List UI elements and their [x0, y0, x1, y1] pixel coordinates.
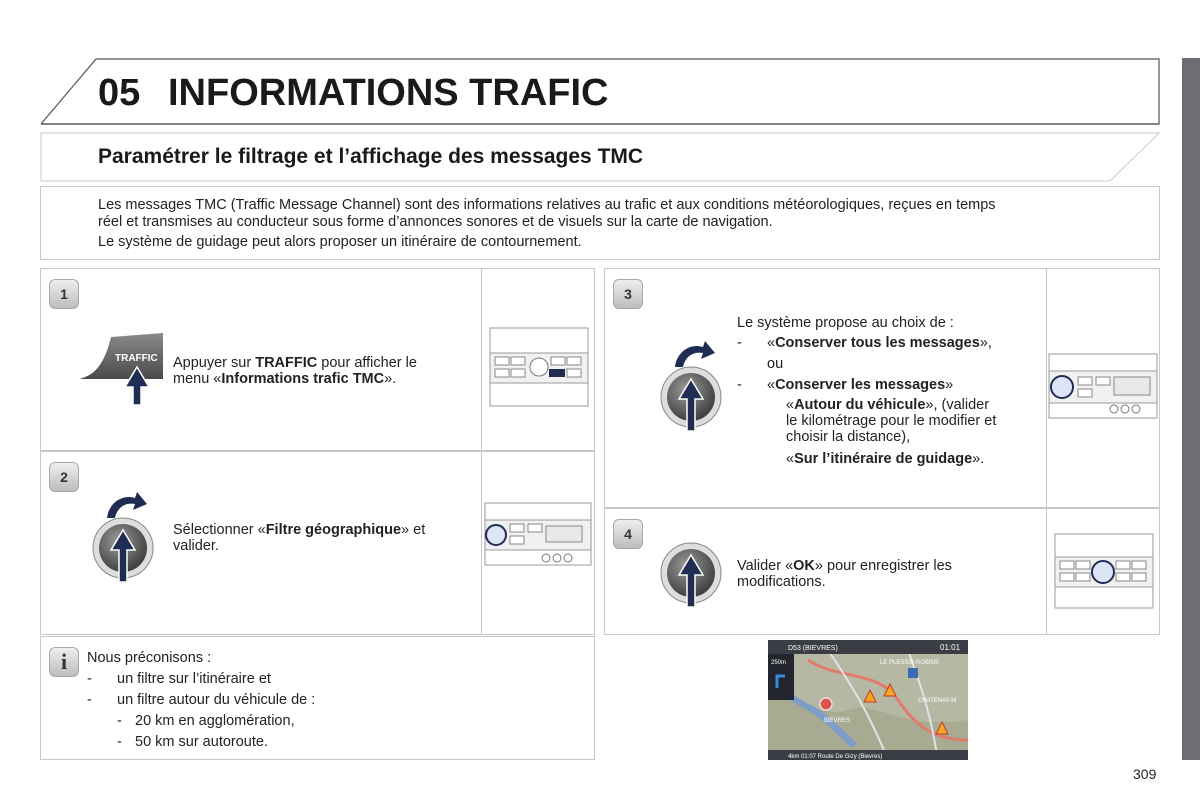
step-1-text: Appuyer sur TRAFFIC pour afficher le menu «Informations trafic TMC». — [173, 355, 417, 387]
step-2-panel — [40, 451, 595, 635]
step-1-panel — [40, 268, 595, 451]
section-header — [40, 132, 1160, 182]
info-dash-2: - — [87, 692, 92, 708]
map-road-label: D53 (BIEVRES) — [788, 645, 838, 652]
step-3-sub-option-2: «Sur l’itinéraire de guidage». — [786, 451, 985, 467]
recommendation-box — [40, 636, 595, 760]
map-status-bar: 4km 01:07 Route De Gizy (Bievres) — [788, 754, 883, 760]
info-dash-4: - — [117, 734, 122, 750]
step-3-panel — [604, 268, 1160, 508]
step-3-dash-2: - — [737, 377, 742, 393]
step-4-number: 4 — [613, 519, 643, 549]
step-3-option-2: «Conserver les messages» — [767, 377, 954, 393]
chapter-side-tab — [1182, 58, 1200, 760]
chapter-title: INFORMATIONS TRAFIC — [168, 72, 609, 114]
console-illustration-knob — [484, 502, 592, 566]
step-2-number: 2 — [49, 462, 79, 492]
info-line-4: 50 km sur autoroute. — [135, 734, 268, 750]
intro-line-2: réel et transmises au conducteur sous forme d’annonces sonores et de visuels sur la carte de navigation. — [98, 214, 773, 230]
step-4-panel — [604, 508, 1160, 635]
console-illustration-traffic — [489, 327, 589, 407]
ok-knob-icon — [659, 533, 729, 609]
info-line-3: 20 km en agglomération, — [135, 713, 295, 729]
chapter-number: 05 — [98, 72, 141, 114]
map-scale: 250m — [771, 660, 787, 666]
step-4-text: Valider «OK» pour enregistrer les modifications. — [737, 558, 952, 590]
intro-line-3: Le système de guidage peut alors proposer un itinéraire de contournement. — [98, 234, 582, 250]
console-illustration-ok — [1054, 533, 1154, 609]
info-title: Nous préconisons : — [87, 650, 212, 666]
step-2-text: Sélectionner «Filtre géographique» et valider. — [173, 522, 426, 554]
info-dash-1: - — [87, 671, 92, 687]
step-3-or: ou — [767, 356, 784, 372]
rotary-knob-icon — [91, 490, 161, 586]
step-3-number: 3 — [613, 279, 643, 309]
section-title: Paramétrer le filtrage et l’affichage des messages TMC — [98, 145, 644, 168]
info-line-2: un filtre autour du véhicule de : — [117, 692, 316, 708]
map-canvas — [768, 640, 968, 760]
traffic-button-label: TRAFFIC — [115, 353, 158, 364]
step-3-option-1: «Conserver tous les messages», — [767, 335, 992, 351]
info-icon: i — [49, 647, 79, 677]
rotary-knob-icon-2 — [659, 339, 729, 435]
traffic-button-icon — [77, 331, 167, 407]
info-line-1: un filtre sur l’itinéraire et — [117, 671, 271, 687]
intro-box — [40, 186, 1160, 260]
map-place-3: BIEVRES — [824, 718, 851, 724]
chapter-header — [40, 58, 1160, 126]
step-3-intro: Le système propose au choix de : — [737, 315, 954, 331]
intro-line-1: Les messages TMC (Traffic Message Channel) sont des informations relatives au trafic et aux conditions météorologiques, reçues en temps — [98, 197, 996, 213]
info-dash-3: - — [117, 713, 122, 729]
page-number: 309 — [1133, 766, 1157, 782]
map-clock: 01:01 — [940, 643, 961, 652]
console-illustration-knob-2 — [1048, 353, 1158, 419]
map-place-1: LE PLESSIS-ROBINS — [880, 660, 940, 666]
navigation-map-screenshot — [768, 640, 968, 760]
step-3-sub-option-1: «Autour du véhicule», (valider le kilométrage pour le modifier et choisir la distance), — [786, 397, 997, 445]
step-3-dash-1: - — [737, 335, 742, 351]
map-place-2: CHATENAY-M — [918, 698, 957, 704]
step-1-number: 1 — [49, 279, 79, 309]
